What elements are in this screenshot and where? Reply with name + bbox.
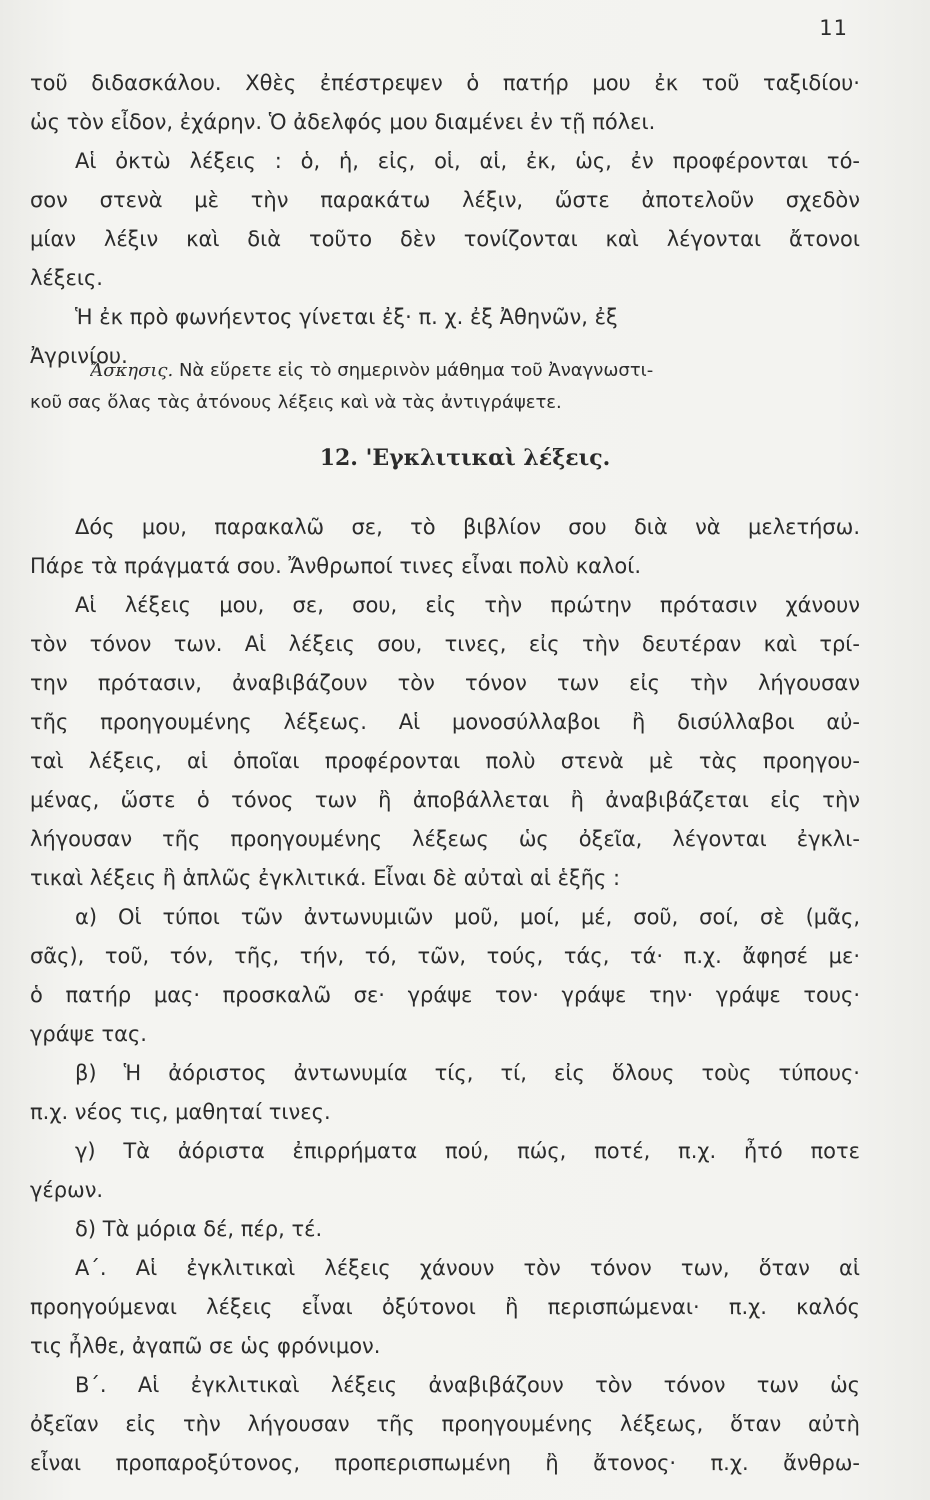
exercise-label: Ἄσκησις. (90, 360, 174, 381)
exercise-text: Νὰ εὕρετε εἰς τὸ σημερινὸν μάθημα τοῦ Ἀναγνωστι- (178, 360, 654, 381)
section-number: 12. (319, 445, 358, 471)
text-line: Ἡ ἐκ πρὸ φωνήεντος γίνεται ἐξ· π. χ. ἐξ Ἀθηνῶν, ἐξ (75, 305, 618, 329)
text-line: Αἱ λέξεις μου, σε, σου, εἰς τὴν πρώτην πρότασιν χάνουν (75, 593, 860, 617)
text-line: λέξεις. (30, 266, 103, 290)
text-line: Πάρε τὰ πράγματά σου. Ἄνθρωποί τινες εἶναι πολὺ καλοί. (30, 554, 641, 578)
text-line: γέρων. (30, 1178, 104, 1202)
text-line: τὸν τόνον των. Αἱ λέξεις σου, τινες, εἰς τὴν δευτέραν καὶ τρί- (30, 632, 860, 656)
text-line: τῆς προηγουμένης λέξεως. Αἱ μονοσύλλαβοι ἢ δισύλλαβοι αὐ- (30, 710, 860, 734)
text-line: ὡς τὸν εἶδον, ἐχάρην. Ὁ ἀδελφός μου διαμένει ἐν τῇ πόλει. (30, 110, 656, 134)
text-line: σον στενὰ μὲ τὴν παρακάτω λέξιν, ὥστε ἀποτελοῦν σχεδὸν (30, 188, 860, 212)
text-line: Αἱ ὀκτὼ λέξεις : ὁ, ἡ, εἰς, οἱ, αἱ, ἐκ, ὡς, ἐν προφέρονται τό- (75, 149, 860, 173)
text-line: μίαν λέξιν καὶ διὰ τοῦτο δὲν τονίζονται καὶ λέγονται ἄτονοι (30, 227, 860, 251)
text-line: Δός μου, παρακαλῶ σε, τὸ βιβλίον σου διὰ νὰ μελετήσω. (75, 515, 860, 539)
text-line: εἶναι προπαροξύτονος, προπερισπωμένη ἢ ἄτονος· π.χ. ἄνθρω- (30, 1451, 860, 1475)
text-line: ὀξεῖαν εἰς τὴν λήγουσαν τῆς προηγουμένης λέξεως, ὅταν αὐτὴ (30, 1412, 860, 1436)
text-line: τικαὶ λέξεις ἢ ἁπλῶς ἐγκλιτικά. Εἶναι δὲ αὐταὶ αἱ ἑξῆς : (30, 866, 621, 890)
text-line: Β΄. Αἱ ἐγκλιτικαὶ λέξεις ἀναβιβάζουν τὸν τόνον των ὡς (75, 1373, 860, 1397)
text-line: προηγούμεναι λέξεις εἶναι ὀξύτονοι ἢ περισπώμεναι· π.χ. καλός (30, 1295, 860, 1319)
exercise-line: κοῦ σας ὅλας τὰς ἀτόνους λέξεις καὶ νὰ τὰς ἀντιγράψετε. (30, 392, 562, 413)
text-line: τοῦ διδασκάλου. Χθὲς ἐπέστρεψεν ὁ πατήρ μου ἐκ τοῦ ταξιδίου· (30, 71, 860, 95)
text-line: τις ἦλθε, ἀγαπῶ σε ὡς φρόνιμον. (30, 1334, 381, 1358)
text-line: β) Ἡ ἀόριστος ἀντωνυμία τίς, τί, εἰς ὅλους τοὺς τύπους· (75, 1061, 860, 1085)
text-line: Ἀγρινίου. (30, 344, 128, 368)
text-line: γ) Τὰ ἀόριστα ἐπιρρήματα πού, πώς, ποτέ, π.χ. ἦτό ποτε (75, 1139, 860, 1163)
text-line: π.χ. νέος τις, μαθηταί τινες. (30, 1100, 331, 1124)
text-line: γράψε τας. (30, 1022, 147, 1046)
text-line: ταὶ λέξεις, αἱ ὁποῖαι προφέρονται πολὺ στενὰ μὲ τὰς προηγου- (30, 749, 860, 773)
text-line: μένας, ὥστε ὁ τόνος των ἢ ἀποβάλλεται ἢ ἀναβιβάζεται εἰς τὴν (30, 788, 860, 812)
text-line: δ) Τὰ μόρια δέ, πέρ, τέ. (75, 1217, 323, 1241)
section-heading (0, 445, 930, 471)
page-number: 11 (819, 16, 848, 40)
text-line: την πρότασιν, ἀναβιβάζουν τὸν τόνον των εἰς τὴν λήγουσαν (30, 671, 860, 695)
text-line: α) Οἱ τύποι τῶν ἀντωνυμιῶν μοῦ, μοί, μέ, σοῦ, σοί, σὲ (μᾶς, (75, 905, 860, 929)
section-title: 'Εγκλιτικαὶ λέξεις. (365, 445, 611, 471)
text-line: Α΄. Αἱ ἐγκλιτικαὶ λέξεις χάνουν τὸν τόνον των, ὅταν αἱ (75, 1256, 860, 1280)
text-line: ὁ πατήρ μας· προσκαλῶ σε· γράψε τον· γράψε την· γράψε τους· (30, 983, 860, 1007)
text-line: σᾶς), τοῦ, τόν, τῆς, τήν, τό, τῶν, τούς, τάς, τά· π.χ. ἄφησέ με· (30, 944, 860, 968)
text-line: λήγουσαν τῆς προηγουμένης λέξεως ὡς ὀξεῖα, λέγονται ἐγκλι- (30, 827, 860, 851)
